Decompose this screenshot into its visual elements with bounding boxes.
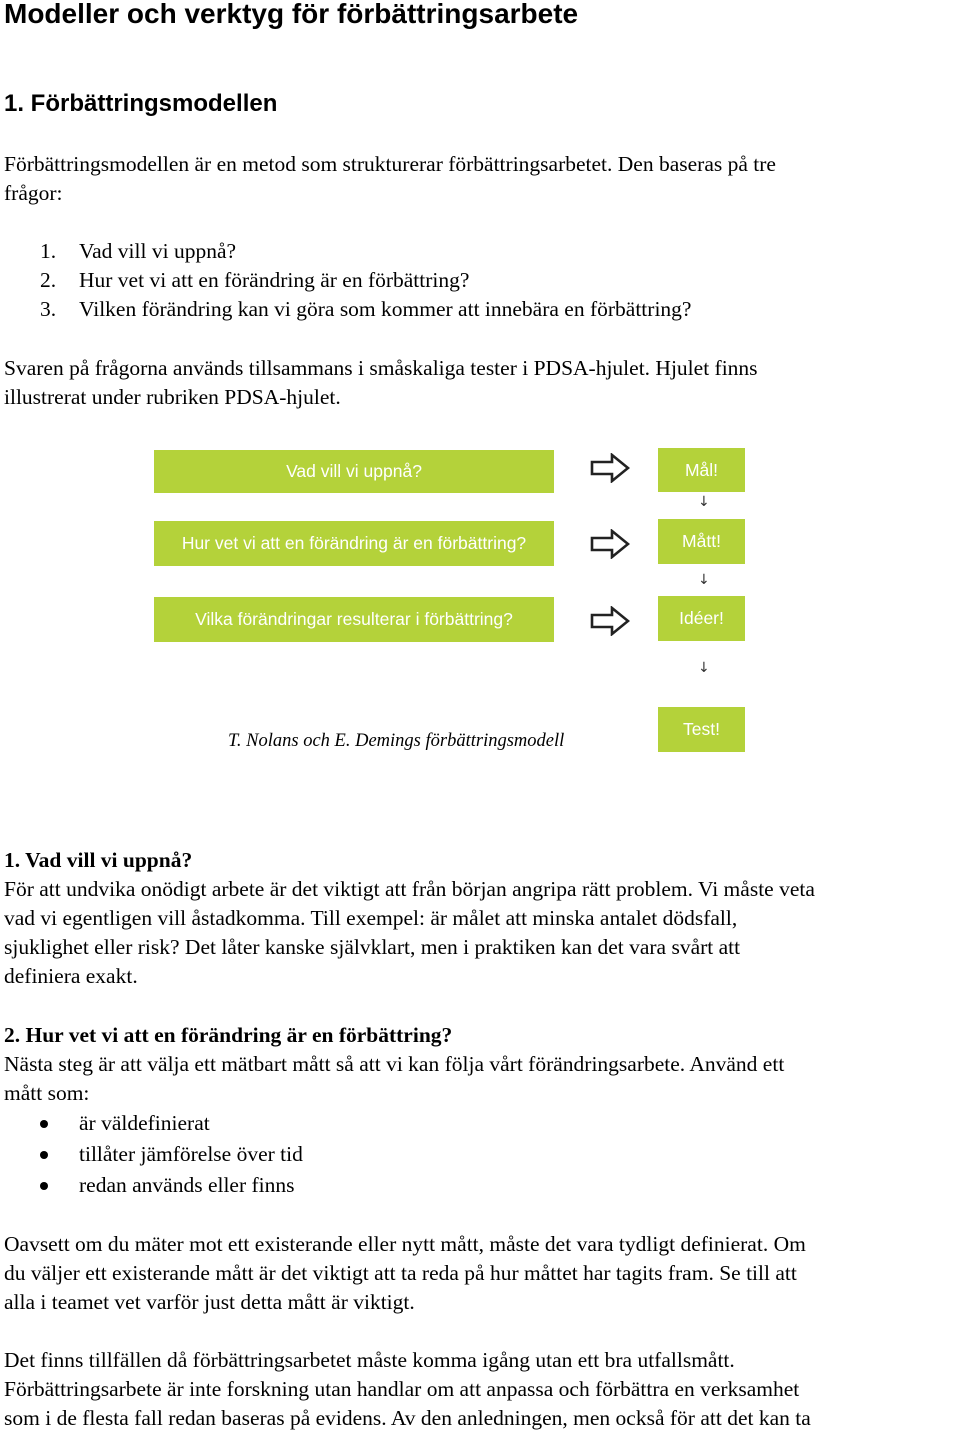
section-heading: 1. Förbättringsmodellen (4, 90, 278, 117)
text-line: Svaren på frågorna används tillsammans i småskaliga tester i PDSA-hjulet. Hjulet finns (4, 356, 758, 380)
criteria-bullet-list (0, 1108, 960, 1201)
outcome-box: Mål! (658, 448, 745, 492)
list-item (0, 1108, 960, 1139)
question-bar: Vilka förändringar resulterar i förbättring? (154, 597, 554, 642)
list-item-text: redan används eller finns (79, 1173, 295, 1197)
list-number: 2. (40, 268, 57, 292)
list-item (0, 266, 960, 295)
paragraph (4, 1230, 806, 1317)
question-1-section (4, 846, 815, 991)
outcome-box: Test! (658, 707, 745, 752)
text-line: som i de flesta fall redan baseras på evidens. Av den anledningen, men också för att det kan ta (4, 1406, 811, 1430)
list-number: 3. (40, 297, 57, 321)
down-arrow-icon: ↓ (698, 572, 710, 588)
text-line: Förbättringsarbete är inte forskning utan handlar om att anpassa och förbättra en verksamhet (4, 1377, 800, 1401)
list-item (0, 1170, 960, 1201)
text-line: definiera exakt. (4, 964, 138, 988)
text-line: mått som: (4, 1081, 90, 1105)
subsection-heading: 1. Vad vill vi uppnå? (4, 848, 193, 872)
right-arrow-icon (590, 453, 630, 483)
text-line: illustrerat under rubriken PDSA-hjulet. (4, 385, 341, 409)
list-item (0, 237, 960, 266)
document-title: Modeller och verktyg för förbättringsarbete (4, 0, 579, 29)
answer-paragraph (4, 354, 758, 412)
text-line: alla i teamet vet varför just detta mått är viktigt. (4, 1290, 415, 1314)
list-item-text: är väldefinierat (79, 1111, 210, 1135)
list-item (0, 295, 960, 324)
question-2-section (4, 1021, 784, 1108)
text-line: Oavsett om du mäter mot ett existerande eller nytt mått, måste det vara tydligt definierat. Om (4, 1232, 806, 1256)
paragraph (4, 1346, 811, 1433)
list-item-text: Hur vet vi att en förändring är en förbättring? (79, 268, 470, 292)
down-arrow-icon: ↓ (698, 660, 710, 676)
intro-paragraph (4, 150, 776, 208)
text-line: vad vi egentligen vill åstadkomma. Till exempel: är målet att minska antalet dödsfall, (4, 906, 738, 930)
list-item (0, 1139, 960, 1170)
text-line: du väljer ett existerande mått är det viktigt att ta reda på hur måttet har tagits fram. Se till att (4, 1261, 797, 1285)
text-line: frågor: (4, 181, 63, 205)
list-item-text: Vad vill vi uppnå? (79, 239, 237, 263)
subsection-heading: 2. Hur vet vi att en förändring är en förbättring? (4, 1023, 453, 1047)
question-bar: Hur vet vi att en förändring är en förbättring? (154, 521, 554, 566)
text-line: sjuklighet eller risk? Det låter kanske självklart, men i praktiken kan det vara svårt att (4, 935, 741, 959)
outcome-box: Mått! (658, 519, 745, 564)
list-number: 1. (40, 239, 57, 263)
list-item-text: Vilken förändring kan vi göra som kommer att innebära en förbättring? (79, 297, 692, 321)
right-arrow-icon (590, 529, 630, 559)
list-item-text: tillåter jämförelse över tid (79, 1142, 303, 1166)
text-line: För att undvika onödigt arbete är det viktigt att från början angripa rätt problem. Vi måste veta (4, 877, 815, 901)
text-line: Förbättringsmodellen är en metod som strukturerar förbättringsarbetet. Den baseras på tre (4, 152, 776, 176)
down-arrow-icon: ↓ (698, 494, 710, 510)
bullet-icon (40, 1120, 48, 1128)
outcome-box: Idéer! (658, 596, 745, 641)
right-arrow-icon (590, 606, 630, 636)
question-list (0, 237, 960, 324)
figure-caption: T. Nolans och E. Demings förbättringsmodell (228, 731, 565, 751)
text-line: Det finns tillfällen då förbättringsarbetet måste komma igång utan ett bra utfallsmått. (4, 1348, 735, 1372)
bullet-icon (40, 1151, 48, 1159)
bullet-icon (40, 1182, 48, 1190)
text-line: Nästa steg är att välja ett mätbart mått så att vi kan följa vårt förändringsarbete. Använd ett (4, 1052, 785, 1076)
question-bar: Vad vill vi uppnå? (154, 450, 554, 493)
